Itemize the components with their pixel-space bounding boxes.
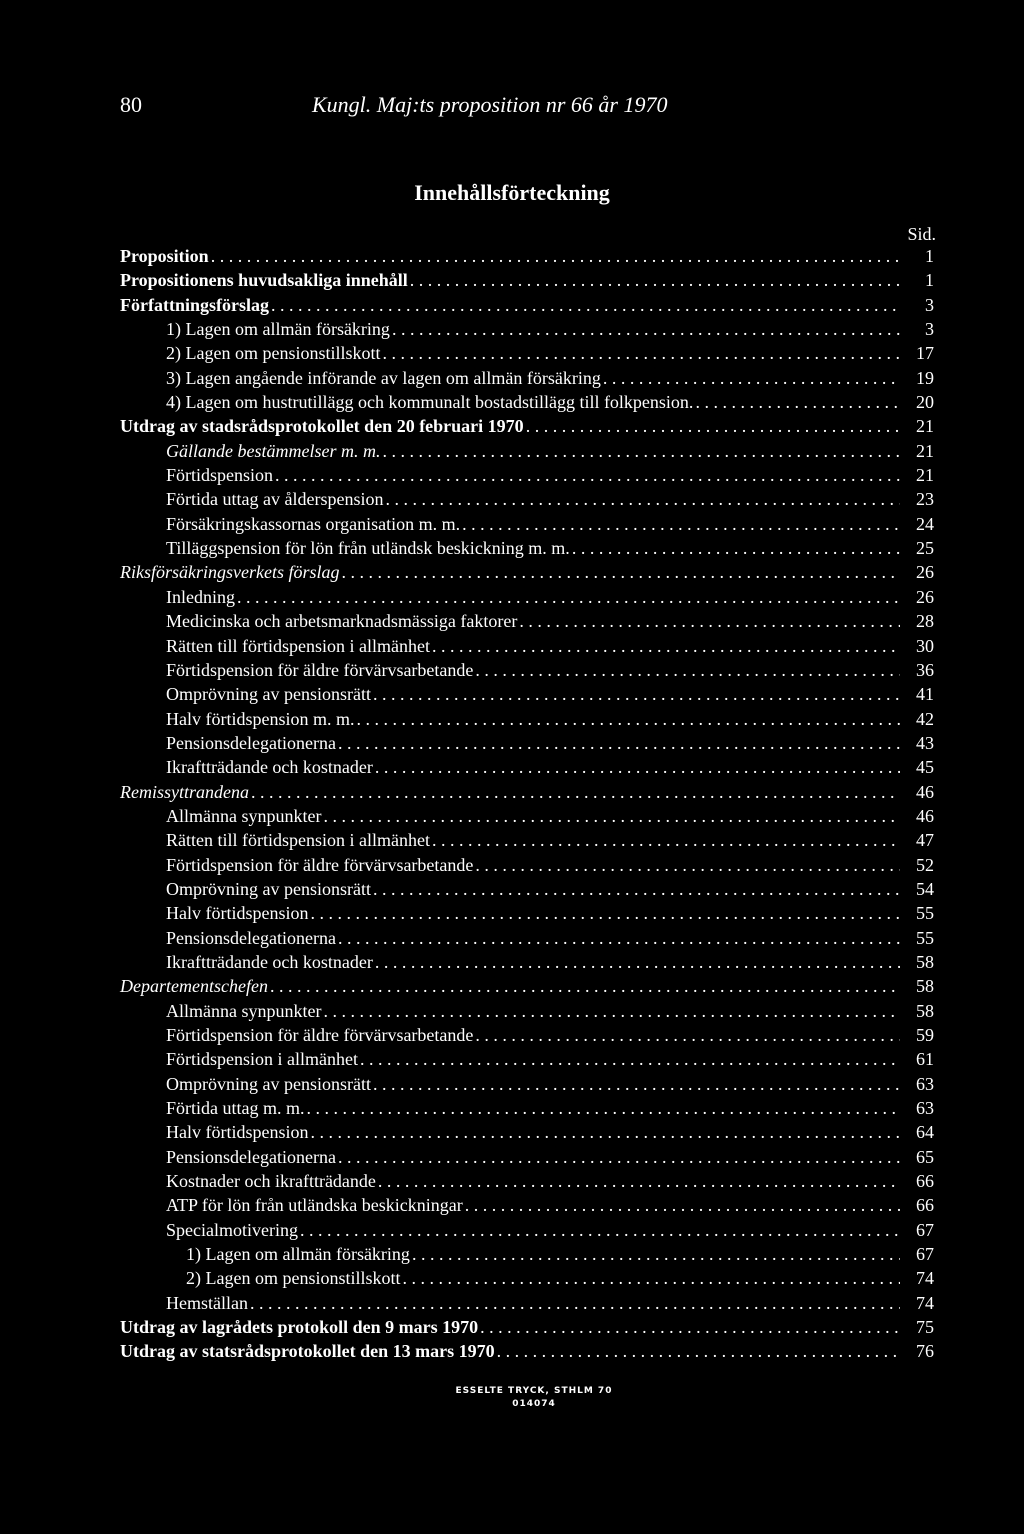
- toc-entry-page: 21: [916, 465, 934, 486]
- toc-entry-title: Förtidspension: [166, 465, 274, 486]
- toc-leader-dots: [392, 317, 900, 341]
- toc-leader-dots: [323, 999, 900, 1023]
- toc-entry-title: Förtidspension för äldre förvärvsarbetande: [166, 659, 474, 680]
- toc-entry-page: 36: [916, 659, 934, 680]
- toc-entry-title: Departementschefen: [120, 976, 268, 997]
- toc-entry-page: 67: [916, 1244, 934, 1265]
- toc-entry: [120, 634, 934, 658]
- toc-leader-dots: [382, 439, 900, 463]
- toc-entry-title: Halv förtidspension: [166, 903, 309, 924]
- toc-entry: [120, 1169, 934, 1193]
- toc-entry-title: Riksförsäkringsverkets förslag: [120, 562, 340, 583]
- toc-entry-title: Förtida uttag av ålderspension: [166, 489, 384, 510]
- toc-leader-dots: [519, 609, 900, 633]
- toc-leader-dots: [475, 658, 900, 682]
- toc-entry-page: 52: [916, 854, 934, 875]
- toc-leader-dots: [432, 828, 900, 852]
- toc-entry-title: Gällande bestämmelser m. m.: [166, 440, 381, 461]
- toc-entry: [120, 1120, 934, 1144]
- toc-entry-page: 75: [916, 1317, 934, 1338]
- toc-entry-title: Författningsförslag: [120, 294, 269, 315]
- toc-entry-page: 74: [916, 1292, 934, 1313]
- toc-entry-title: Allmänna synpunkter: [166, 805, 322, 826]
- toc-entry: [120, 1145, 934, 1169]
- toc-entry-page: 58: [916, 976, 934, 997]
- toc-entry-page: 26: [916, 562, 934, 583]
- toc-entry: [120, 512, 934, 536]
- toc-entry: [120, 317, 934, 341]
- toc-entry-page: 28: [916, 611, 934, 632]
- toc-entry-title: Förtidspension för äldre förvärvsarbetande: [166, 854, 474, 875]
- toc-entry-page: 64: [916, 1122, 934, 1143]
- toc-entry-title: Halv förtidspension m. m.: [166, 708, 355, 729]
- toc-leader-dots: [695, 390, 900, 414]
- toc-entry-page: 26: [916, 586, 934, 607]
- toc-entry-page: 76: [916, 1341, 934, 1362]
- toc-entry-page: 45: [916, 757, 934, 778]
- page-number: 80: [120, 92, 142, 117]
- toc-entry-page: 43: [916, 732, 934, 753]
- toc-entry: [120, 341, 934, 365]
- toc-leader-dots: [475, 1023, 900, 1047]
- toc-entry-page: 24: [916, 513, 934, 534]
- toc-entry: [120, 1218, 934, 1242]
- toc-entry-page: 21: [916, 440, 934, 461]
- toc-entry-page: 21: [916, 416, 934, 437]
- toc-entry-title: Hemställan: [166, 1292, 248, 1313]
- toc-leader-dots: [382, 341, 900, 365]
- toc-entry-title: Specialmotivering: [166, 1219, 298, 1240]
- toc-leader-dots: [432, 634, 900, 658]
- toc-entry-page: 30: [916, 635, 934, 656]
- toc-entry-page: 42: [916, 708, 934, 729]
- toc-entry: [120, 536, 934, 560]
- toc-leader-dots: [250, 1291, 900, 1315]
- toc-entry-title: Förtidspension för äldre förvärvsarbetande: [166, 1025, 474, 1045]
- toc-entry-title: Utdrag av statsrådsprotokollet den 13 mars 1970: [120, 1341, 495, 1362]
- toc-entry-page: 63: [916, 1098, 934, 1119]
- toc-leader-dots: [211, 244, 900, 268]
- toc-entry: [120, 828, 934, 852]
- toc-entry-title: Utdrag av stadsrådsprotokollet den 20 februari 1970: [120, 416, 524, 437]
- toc-entry: [120, 585, 934, 609]
- toc-leader-dots: [378, 1169, 900, 1193]
- toc-entry-title: 2) Lagen om pensionstillskott: [186, 1268, 401, 1289]
- toc-entry: [120, 682, 934, 706]
- toc-entry: [120, 366, 934, 390]
- toc-entry-title: Omprövning av pensionsrätt: [166, 1073, 371, 1094]
- toc-entry-title: Remissyttrandena: [120, 781, 249, 802]
- toc-entry: [120, 609, 934, 633]
- imprint-printer: ESSELTE TRYCK, STHLM 70: [455, 1386, 613, 1396]
- toc-leader-dots: [323, 804, 900, 828]
- toc-entry-page: 63: [916, 1073, 934, 1094]
- toc-leader-dots: [375, 950, 900, 974]
- toc-entry: [120, 1315, 934, 1339]
- toc-entry-page: 46: [916, 781, 934, 802]
- toc-leader-dots: [310, 1120, 900, 1144]
- toc-entry-title: Halv förtidspension: [166, 1122, 309, 1143]
- toc-entry: [120, 974, 934, 998]
- toc-entry: [120, 1023, 934, 1047]
- toc-entry-page: 61: [916, 1049, 934, 1070]
- toc-entry: [120, 1291, 934, 1315]
- toc-entry: [120, 755, 934, 779]
- toc-leader-dots: [603, 366, 900, 390]
- toc-entry-title: Omprövning av pensionsrätt: [166, 878, 371, 899]
- toc-entry-page: 20: [916, 392, 934, 413]
- toc-entry-title: Kostnader och ikraftträdande: [166, 1171, 376, 1192]
- toc-entry: [120, 487, 934, 511]
- toc-entry: [120, 268, 934, 292]
- toc-entry-page: 23: [916, 489, 934, 510]
- toc-leader-dots: [271, 293, 900, 317]
- toc-entry-page: 41: [916, 684, 934, 705]
- toc-entry-title: 4) Lagen om hustrutillägg och kommunalt bostadstillägg till folkpension.: [166, 392, 694, 413]
- toc-entry: [120, 731, 934, 755]
- toc-entry: [120, 1096, 934, 1120]
- toc-leader-dots: [375, 755, 900, 779]
- toc-entry-page: 17: [916, 343, 934, 364]
- toc-entry: [120, 901, 934, 925]
- toc-entry: [120, 1266, 934, 1290]
- toc-leader-dots: [341, 560, 900, 584]
- toc-entry: [120, 658, 934, 682]
- toc-entry: [120, 439, 934, 463]
- toc-leader-dots: [338, 1145, 900, 1169]
- toc-entry-page: 46: [916, 805, 934, 826]
- toc-entry-title: Pensionsdelegationerna: [166, 732, 336, 753]
- toc-entry-title: Pensionsdelegationerna: [166, 1146, 336, 1167]
- toc-entry-title: Utdrag av lagrådets protokoll den 9 mars 1970: [120, 1317, 479, 1338]
- toc-entry: [120, 390, 934, 414]
- toc-leader-dots: [480, 1315, 900, 1339]
- toc-entry-page: 58: [916, 951, 934, 972]
- toc-entry: [120, 877, 934, 901]
- toc-entry: [120, 707, 934, 731]
- toc-entry-title: Rätten till förtidspension i allmänhet: [166, 635, 430, 656]
- toc-entry-title: Förtidspension i allmänhet: [166, 1049, 358, 1070]
- toc-leader-dots: [338, 731, 900, 755]
- toc-entry: [120, 999, 934, 1023]
- toc-entry-title: Allmänna synpunkter: [166, 1000, 322, 1021]
- toc-entry: [120, 950, 934, 974]
- toc-entry: [120, 244, 934, 268]
- running-title: Kungl. Maj:ts proposition nr 66 år 1970: [312, 92, 668, 117]
- toc-entry-title: Medicinska och arbetsmarknadsmässiga faktorer: [166, 611, 518, 632]
- toc-entry-page: 55: [916, 903, 934, 924]
- toc-entry-page: 3: [925, 319, 934, 340]
- toc-entry-page: 55: [916, 927, 934, 948]
- page-column-label: Sid.: [907, 224, 936, 244]
- toc-leader-dots: [270, 974, 900, 998]
- toc-leader-dots: [300, 1218, 900, 1242]
- toc-entry-title: Pensionsdelegationerna: [166, 927, 336, 948]
- toc-entry-title: ATP för lön från utländska beskickningar: [166, 1195, 463, 1216]
- toc-entry-page: 47: [916, 830, 934, 851]
- toc-leader-dots: [475, 853, 900, 877]
- toc-entry: [120, 1193, 934, 1217]
- toc-entry: [120, 1242, 934, 1266]
- toc-leader-dots: [373, 1072, 900, 1096]
- toc-entry-page: 59: [916, 1025, 934, 1045]
- toc-leader-dots: [251, 780, 900, 804]
- toc-entry: [120, 414, 934, 438]
- toc-entry: [120, 560, 934, 584]
- table-of-contents: [120, 244, 934, 1364]
- toc-leader-dots: [307, 1096, 901, 1120]
- toc-entry-title: 2) Lagen om pensionstillskott: [166, 343, 381, 364]
- toc-entry-title: Inledning: [166, 586, 235, 607]
- toc-entry-page: 1: [925, 270, 934, 291]
- toc-entry: [120, 804, 934, 828]
- toc-entry-page: 19: [916, 367, 934, 388]
- toc-entry-title: 1) Lagen om allmän försäkring: [186, 1244, 410, 1265]
- toc-leader-dots: [360, 1047, 900, 1071]
- toc-entry-page: 74: [916, 1268, 934, 1289]
- toc-leader-dots: [465, 1193, 900, 1217]
- toc-entry-title: Tilläggspension för lön från utländsk beskickning m. m.: [166, 538, 570, 559]
- toc-leader-dots: [497, 1339, 900, 1363]
- toc-entry-page: 58: [916, 1000, 934, 1021]
- toc-leader-dots: [310, 901, 900, 925]
- toc-entry-page: 67: [916, 1219, 934, 1240]
- toc-entry-title: 1) Lagen om allmän försäkring: [166, 319, 390, 340]
- toc-entry-title: Ikraftträdande och kostnader: [166, 757, 373, 778]
- toc-entry-title: Rätten till förtidspension i allmänhet: [166, 830, 430, 851]
- toc-entry-title: Förtida uttag m. m.: [166, 1098, 305, 1119]
- toc-entry-title: Proposition: [120, 246, 209, 266]
- toc-entry-title: Propositionens huvudsakliga innehåll: [120, 270, 408, 291]
- printer-imprint: [0, 1385, 1024, 1411]
- toc-entry: [120, 1072, 934, 1096]
- toc-leader-dots: [275, 463, 900, 487]
- toc-entry-title: Försäkringskassornas organisation m. m.: [166, 513, 461, 534]
- toc-leader-dots: [462, 512, 900, 536]
- toc-entry-page: 66: [916, 1171, 934, 1192]
- toc-leader-dots: [373, 877, 900, 901]
- toc-entry: [120, 853, 934, 877]
- toc-entry-page: 1: [925, 246, 934, 266]
- toc-leader-dots: [385, 487, 900, 511]
- toc-entry: [120, 1047, 934, 1071]
- toc-entry: [120, 780, 934, 804]
- toc-entry: [120, 926, 934, 950]
- toc-entry-title: 3) Lagen angående införande av lagen om allmän försäkring: [166, 367, 601, 388]
- page-title: Innehållsförteckning: [414, 180, 610, 205]
- toc-entry-page: 54: [916, 878, 934, 899]
- toc-leader-dots: [338, 926, 900, 950]
- toc-entry: [120, 293, 934, 317]
- toc-leader-dots: [356, 707, 900, 731]
- imprint-number: 014074: [512, 1399, 556, 1409]
- toc-leader-dots: [402, 1266, 900, 1290]
- toc-entry: [120, 1339, 934, 1363]
- toc-leader-dots: [572, 536, 900, 560]
- toc-entry-page: 66: [916, 1195, 934, 1216]
- toc-leader-dots: [412, 1242, 900, 1266]
- toc-entry: [120, 463, 934, 487]
- toc-entry-page: 3: [925, 294, 934, 315]
- toc-entry-page: 65: [916, 1146, 934, 1167]
- toc-entry-page: 25: [916, 538, 934, 559]
- toc-leader-dots: [373, 682, 900, 706]
- toc-leader-dots: [410, 268, 900, 292]
- toc-entry-title: Ikraftträdande och kostnader: [166, 951, 373, 972]
- toc-leader-dots: [237, 585, 900, 609]
- toc-leader-dots: [526, 414, 900, 438]
- toc-entry-title: Omprövning av pensionsrätt: [166, 684, 371, 705]
